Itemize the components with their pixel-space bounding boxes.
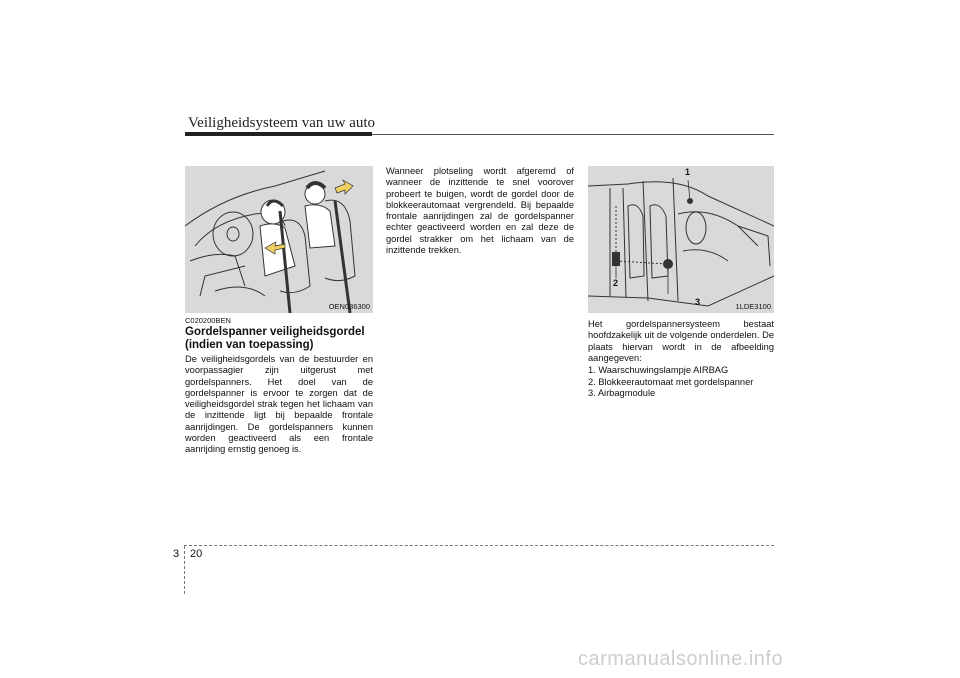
list-item: 2. Blokkeerautomaat met gordelspanner xyxy=(588,376,754,387)
callout-3: 3 xyxy=(695,297,701,307)
paragraph-intro: De veiligheidsgordels van de bestuurder en voorpassagier zijn uitgerust met gordelspanners. Het doel van de gordelspanner is ervoor te zorgen dat de veiligheidsgordel strak tegen het lichaam van de inzittende ligt bij bepaalde frontale aanrijdingen. De gordelspanners kunnen worden geactiveerd als een frontale aanrijding ernstig genoeg is. xyxy=(185,354,373,455)
section-code: C020200BEN xyxy=(185,316,231,325)
list-item: 1. Waarschuwingslampje AIRBAG xyxy=(588,365,729,375)
chapter-number: 3 xyxy=(173,548,180,560)
section-heading-line1: Gordelspanner veiligheidsgordel xyxy=(185,326,365,338)
paragraph-components: Het gordelspannersysteem bestaat hoofdzakelijk uit de volgende onderdelen. De plaats hiervan wordt in de afbeelding aangegeven: xyxy=(588,319,774,363)
callout-2: 2 xyxy=(613,278,619,288)
running-header: Veiligheidsysteem van uw auto xyxy=(188,115,376,131)
header-rule-thick xyxy=(185,132,372,136)
header-rule-thin xyxy=(372,134,774,135)
section-heading-line2: (indien van toepassing) xyxy=(185,339,314,351)
figure-seatbelt-occupants xyxy=(185,166,373,313)
illustration-car-interior xyxy=(588,166,774,313)
footer-rule xyxy=(184,545,774,546)
callout-1: 1 xyxy=(685,167,691,177)
figure-code: OEN036300 xyxy=(328,302,370,311)
illustration-occupants xyxy=(185,166,373,313)
footer-vertical-rule xyxy=(184,546,185,594)
figure-pretensioner-locations xyxy=(588,166,774,313)
page-number: 20 xyxy=(190,548,203,560)
section-heading xyxy=(185,326,385,352)
figure-code: 1LDE3100 xyxy=(735,302,771,311)
component-list xyxy=(588,365,778,400)
watermark: carmanualsonline.info xyxy=(578,648,784,670)
paragraph-locking: Wanneer plotseling wordt afgeremd of wanneer de inzittende te snel voorover probeert te buigen, wordt de gordel door de blokkeerautomaat vergrendeld. Bij bepaalde frontale aanrijdingen zal de gordelspanner echter geactiveerd worden en zal deze de gordel strakker om het lichaam van de inzittende trekken. xyxy=(386,166,574,256)
list-item: 3. Airbagmodule xyxy=(588,388,656,399)
